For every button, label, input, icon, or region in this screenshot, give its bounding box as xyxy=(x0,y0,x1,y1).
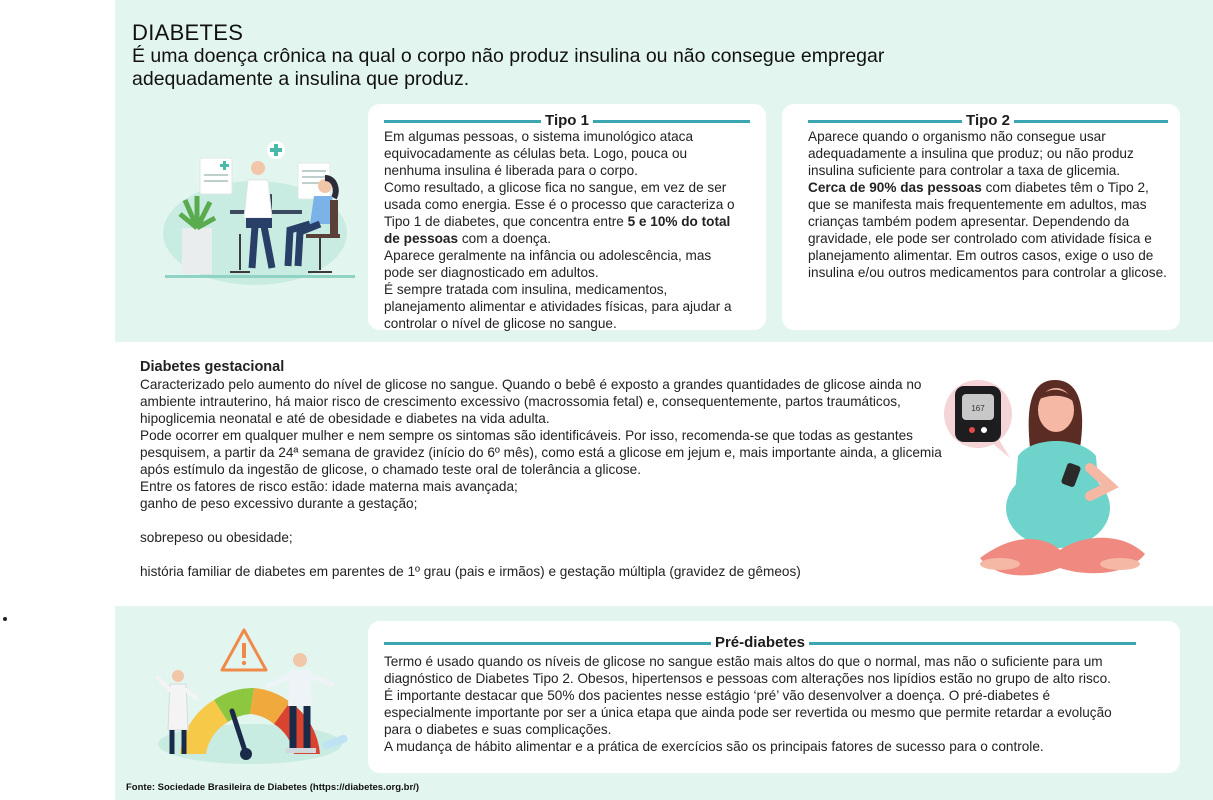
gestacional-section xyxy=(140,358,960,580)
gestacional-p1: Caracterizado pelo aumento do nível de glicose no sangue. Quando o bebê é exposto a grandes quantidades de glicose ainda no ambiente intrauterino, há maior risco de crescimento excessivo (macrossomia fetal) e, consequentemente, partos traumáticos, hipoglicemia neonatal e até de obesidade e diabetes na vida adulta. xyxy=(140,377,922,426)
gestacional-p6: história familiar de diabetes em parentes de 1º grau (pais e irmãos) e gestação múltipla (gravidez de gêmeos) xyxy=(140,564,801,579)
gestacional-p4: ganho de peso excessivo durante a gestação; xyxy=(140,496,418,511)
tipo1-card xyxy=(368,104,766,330)
gestacional-p3: Entre os fatores de risco estão: idade materna mais avançada; xyxy=(140,479,518,494)
prediabetes-title-bar xyxy=(384,634,1164,652)
tipo1-body xyxy=(384,128,740,332)
tipo1-p4: É sempre tratada com insulina, medicamentos, planejamento alimentar e atividades físicas, para ajudar a controlar o nível de glicose no sangue. xyxy=(384,282,732,331)
prediabetes-gauge-illustration xyxy=(150,626,360,766)
tipo2-p1: Aparece quando o organismo não consegue usar adequadamente a insulina que produz; ou não produz insulina suficiente para controlar a taxa de glicemia. xyxy=(808,129,1134,178)
source-citation: Fonte: Sociedade Brasileira de Diabetes (https://diabetes.org.br/) xyxy=(126,782,419,793)
page-subtitle: É uma doença crônica na qual o corpo não produz insulina ou não consegue empregar adequadamente a insulina que produz. xyxy=(132,45,885,90)
tipo1-p1: Em algumas pessoas, o sistema imunológico ataca equivocadamente as células beta. Logo, pouca ou nenhuma insulina é liberada para o corpo. xyxy=(384,129,694,178)
tipo1-p3: Aparece geralmente na infância ou adolescência, mas pode ser diagnosticado em adultos. xyxy=(384,248,712,280)
tipo2-body xyxy=(808,128,1168,281)
prediabetes-body xyxy=(384,653,1134,755)
prediabetes-card xyxy=(368,621,1180,773)
prediabetes-p1: Termo é usado quando os níveis de glicose no sangue estão mais altos do que o normal, mas não o suficiente para um diagnóstico de Diabetes Tipo 2. Obesos, hipertensos e pessoas com alterações nos lipídios estão no grupo de alto risco. xyxy=(384,654,1111,686)
glucometer-reading: 167 xyxy=(971,404,985,413)
pregnant-woman-illustration xyxy=(940,368,1150,583)
prediabetes-title: Pré-diabetes xyxy=(711,634,809,651)
tipo2-title: Tipo 2 xyxy=(962,112,1014,129)
page-title: DIABETES xyxy=(132,20,244,45)
warning-icon xyxy=(242,643,246,658)
gestacional-title: Diabetes gestacional xyxy=(140,359,285,375)
bullet-dot xyxy=(3,617,7,621)
prediabetes-p3: A mudança de hábito alimentar e a prática de exercícios são os principais fatores de sucesso para o controle. xyxy=(384,739,1044,754)
tipo2-p2: Cerca de 90% das pessoas com diabetes têm o Tipo 2, que se manifesta mais frequentemente em adultos, mas crianças também podem apresentar. Dependendo da gravidade, ele pode ser controlado com atividade física e planejamento alimentar. Em outros casos, exige o uso de insulina e/ou outros medicamentos para controlar a glicose. xyxy=(808,180,1167,280)
tipo1-title: Tipo 1 xyxy=(541,112,593,129)
tipo1-p2: Como resultado, a glicose fica no sangue, em vez de ser usada como energia. Esse é o processo que caracteriza o Tipo 1 de diabetes, que concentra entre 5 e 10% do total de pessoas com a doença. xyxy=(384,180,735,246)
doctor-consultation-illustration xyxy=(160,138,360,288)
prediabetes-p2: É importante destacar que 50% dos pacientes nesse estágio ‘pré’ vão desenvolver a doença. O pré-diabetes é especialmente importante por ser a única etapa que ainda pode ser revertida ou mesmo que permite retardar a evolução para o diabetes e suas complicações. xyxy=(384,688,1112,737)
gestacional-p5: sobrepeso ou obesidade; xyxy=(140,530,293,545)
gestacional-p2: Pode ocorrer em qualquer mulher e nem sempre os sintomas são identificáveis. Por isso, recomenda-se que todas as gestantes pesquisem, a partir da 24ª semana de gravidez (início do 6º mês), como está a glicose em jejum e, mais importante ainda, a glicemia após estímulo da ingestão de glicose, o chamado teste oral de tolerância a glicose. xyxy=(140,428,942,477)
tipo2-card xyxy=(782,104,1180,330)
